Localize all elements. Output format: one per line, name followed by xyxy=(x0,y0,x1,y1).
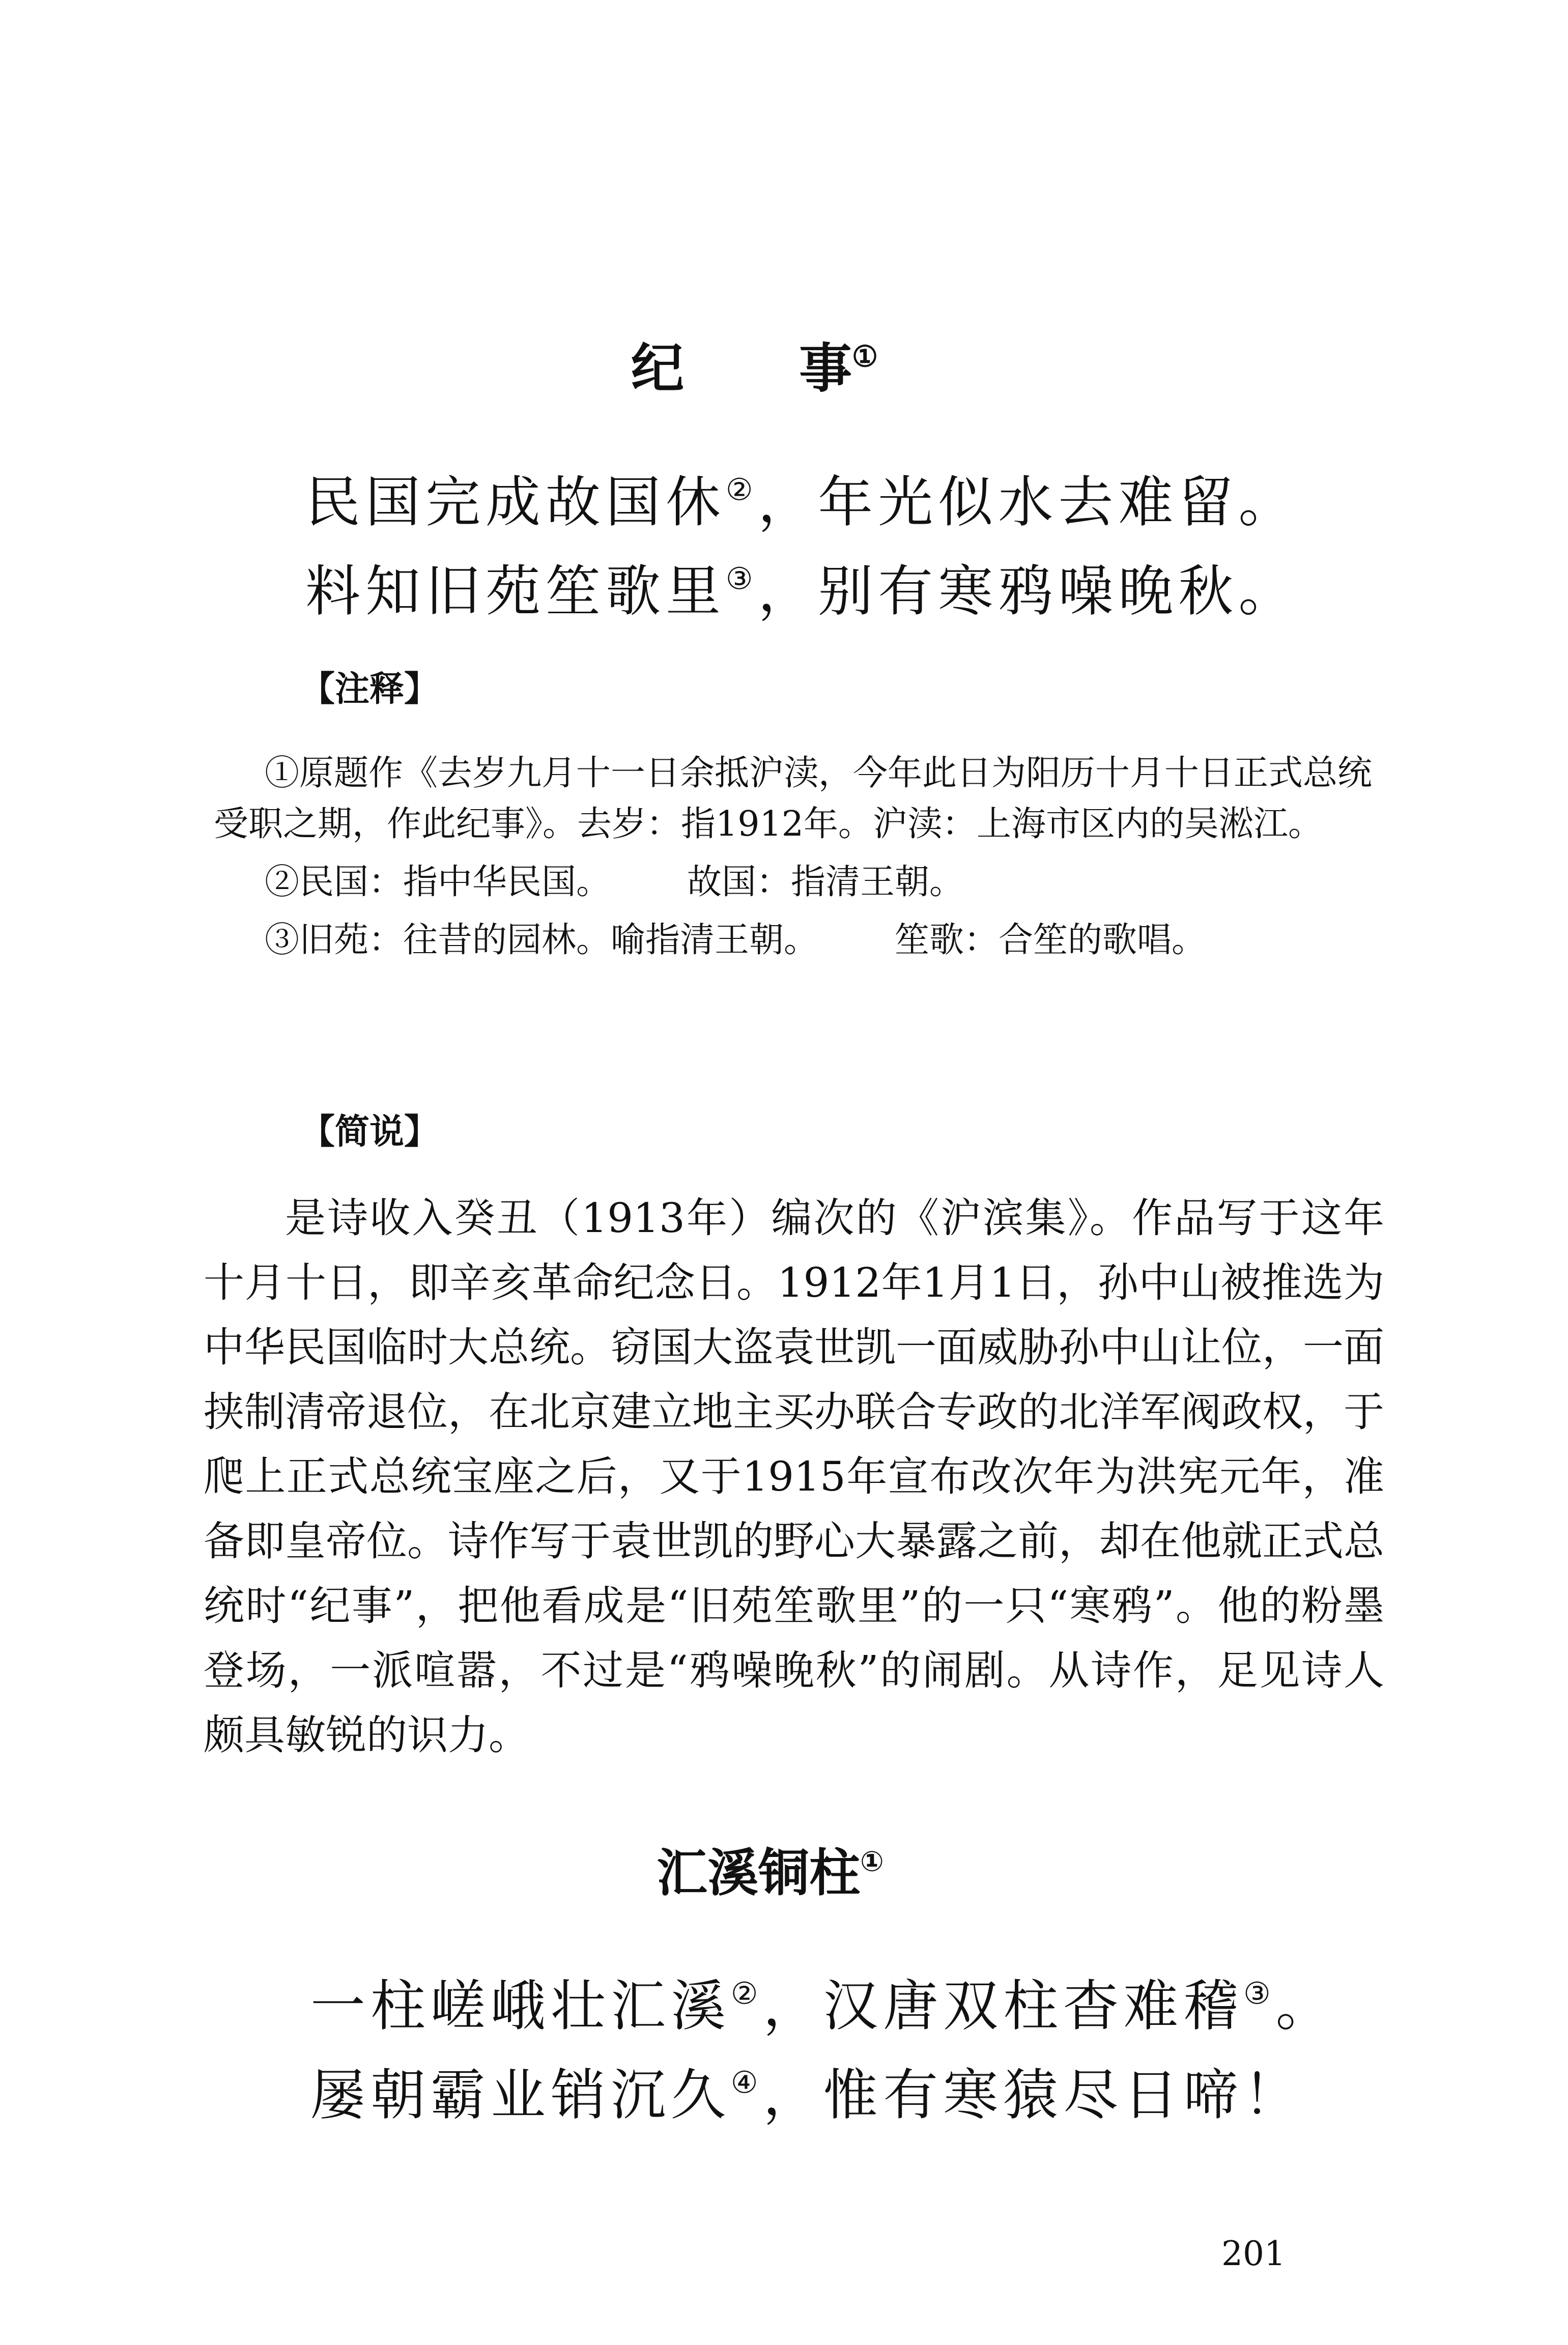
poem-line-text: ，别有寒鸦噪晚秋。 xyxy=(758,560,1299,623)
footnote-mark: ② xyxy=(726,472,758,508)
poem-line-text: 。 xyxy=(1275,1975,1336,2038)
poem-line-text: 屡朝霸业销沉久 xyxy=(310,2064,731,2127)
poem-title-jishi xyxy=(631,326,947,402)
footnote-mark: ④ xyxy=(731,2065,763,2101)
poem-line-text: ，汉唐双柱杳难稽 xyxy=(763,1975,1244,2038)
poem-line-2 xyxy=(305,547,1298,626)
footnote-mark: ① xyxy=(852,339,878,374)
poem-title-huixi xyxy=(657,1832,884,1905)
notes-heading: 【注释】 xyxy=(300,669,439,709)
note-3-a: ③旧苑：往昔的园林。喻指清王朝。 xyxy=(265,920,819,960)
note-2 xyxy=(214,857,1384,908)
brief-heading: 【简说】 xyxy=(300,1112,439,1152)
brief-paragraph: 是诗收入癸丑（1913年）编次的《沪滨集》。作品写于这年十月十日，即辛亥革命纪念日。1912年1月1日，孙中山被推选为中华民国临时大总统。窃国大盗袁世凯一面威胁孙中山让位，一面挟制清帝退位，在北京建立地主买办联合专政的北洋军阀政权，于爬上正式总统宝座之后，又于1915年宣布改次年为洪宪元年，准备即皇帝位。诗作写于袁世凯的野心大暴露之前，却在他就正式总统时“纪事”，把他看成是“旧苑笙歌里”的一只“寒鸦”。他的粉墨登场，一派喧嚣，不过是“鸦噪晚秋”的闹剧。从诗作，足见诗人颇具敏锐的识力。 xyxy=(204,1194,1384,1759)
poem-title-char-1: 纪 xyxy=(631,337,685,399)
poem2-line-2 xyxy=(310,2051,1303,2130)
note-2-b: 故国：指清王朝。 xyxy=(687,862,964,902)
footnote-mark: ② xyxy=(731,1976,763,2012)
poem-title-char-2: 事 xyxy=(799,337,852,399)
footnote-mark: ③ xyxy=(726,561,758,597)
poem-line-text: 料知旧苑笙歌里 xyxy=(305,560,726,623)
note-3 xyxy=(214,915,1384,966)
footnote-mark: ① xyxy=(860,1845,884,1878)
page-number: 201 xyxy=(1221,2234,1286,2273)
poem2-line-1 xyxy=(310,1962,1336,2041)
poem-line-text: ，年光似水去难留。 xyxy=(758,471,1299,534)
note-3-b: 笙歌：合笙的歌唱。 xyxy=(895,920,1207,960)
poem-title-text: 汇溪铜柱 xyxy=(657,1843,860,1903)
poem-line-text: 民国完成故国休 xyxy=(305,471,726,534)
note-1: ①原题作《去岁九月十一日余抵沪渎，今年此日为阳历十月十日正式总统受职之期，作此纪事》。去岁：指1912年。沪渎：上海市区内的吴淞江。 xyxy=(214,753,1373,844)
poem-line-text: ，惟有寒猿尽日啼！ xyxy=(763,2064,1304,2127)
brief-commentary xyxy=(204,1186,1384,1767)
footnote-mark: ③ xyxy=(1243,1976,1276,2012)
notes-block xyxy=(214,748,1384,973)
note-2-a: ②民国：指中华民国。 xyxy=(265,862,611,902)
poem-line-1 xyxy=(305,458,1298,537)
poem-line-text: 一柱嵯峨壮汇溪 xyxy=(310,1975,731,2038)
